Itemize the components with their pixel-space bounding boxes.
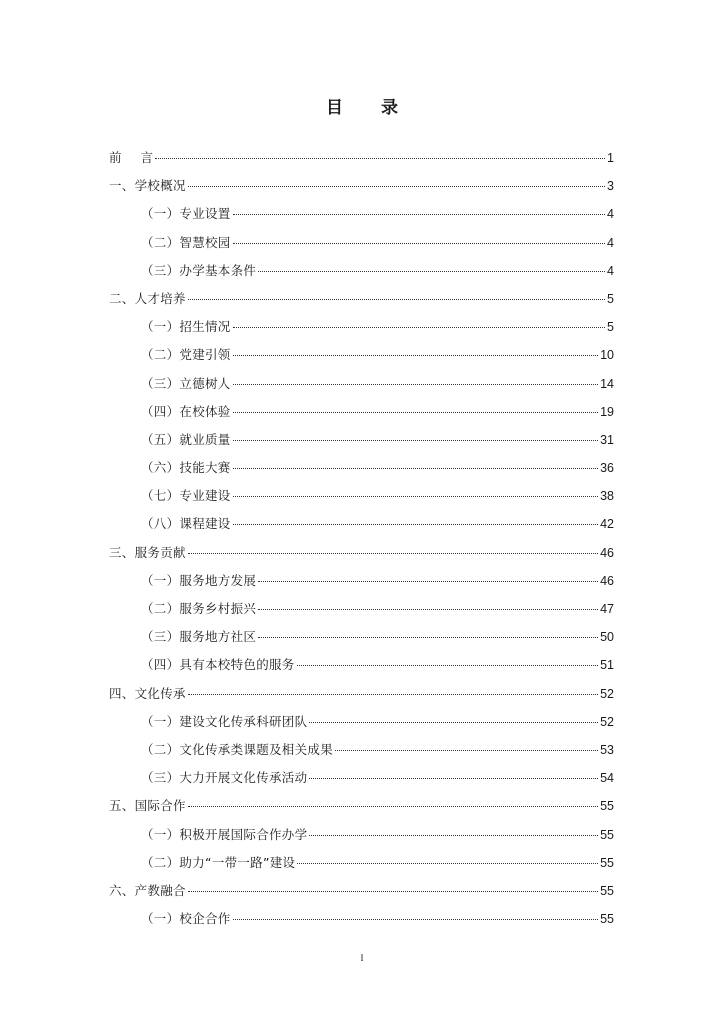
- toc-entry-section[interactable]: [109, 792, 614, 820]
- preface-char-1: 前: [109, 150, 122, 165]
- toc-entry-subsection[interactable]: [109, 849, 614, 877]
- toc-entry-page: 14: [600, 376, 614, 391]
- toc-entry-subsection[interactable]: [109, 426, 614, 454]
- toc-entry-page: 53: [600, 742, 614, 757]
- toc-entry-page: 3: [607, 179, 614, 194]
- toc-entry-label: （二）助力“一带一路”建设: [141, 854, 296, 870]
- toc-dot-leader: [335, 750, 598, 751]
- toc-dot-leader: [233, 524, 598, 525]
- toc-dot-leader: [233, 355, 598, 356]
- toc-dot-leader: [188, 553, 598, 554]
- toc-entry-page: 4: [607, 263, 614, 278]
- toc-list: [109, 144, 614, 933]
- toc-entry-subsection[interactable]: [109, 229, 614, 257]
- toc-entry-label: 四、文化传承: [109, 685, 186, 701]
- toc-entry-subsection[interactable]: [109, 567, 614, 595]
- toc-dot-leader: [155, 158, 605, 159]
- toc-entry-subsection[interactable]: [109, 454, 614, 482]
- toc-entry-section[interactable]: [109, 680, 614, 708]
- toc-entry-section[interactable]: [109, 285, 614, 313]
- toc-dot-leader: [309, 835, 598, 836]
- toc-entry-page: 4: [607, 235, 614, 250]
- toc-entry-page: 55: [600, 912, 614, 927]
- toc-entry-label: （一）招生情况: [141, 319, 231, 335]
- toc-entry-label: （一）建设文化传承科研团队: [141, 713, 308, 729]
- toc-dot-leader: [258, 271, 605, 272]
- toc-dot-leader: [233, 440, 598, 441]
- toc-dot-leader: [233, 468, 598, 469]
- toc-entry-subsection[interactable]: [109, 905, 614, 933]
- toc-entry-subsection[interactable]: [109, 736, 614, 764]
- toc-entry-subsection[interactable]: [109, 651, 614, 679]
- toc-entry-page: 42: [600, 517, 614, 532]
- toc-entry-page: 50: [600, 630, 614, 645]
- toc-entry-label: （三）大力开展文化传承活动: [141, 770, 308, 786]
- toc-entry-subsection[interactable]: [109, 708, 614, 736]
- toc-entry-label: （一）服务地方发展: [141, 572, 257, 588]
- toc-dot-leader: [309, 778, 598, 779]
- toc-entry-label: （一）积极开展国际合作办学: [141, 826, 308, 842]
- toc-entry-label: 三、服务贡献: [109, 544, 186, 560]
- toc-entry-page: 51: [600, 658, 614, 673]
- toc-entry-label: （一）校企合作: [141, 911, 231, 927]
- toc-entry-page: 55: [600, 883, 614, 898]
- toc-entry-page: 52: [600, 686, 614, 701]
- toc-entry-label: （三）服务地方社区: [141, 629, 257, 645]
- toc-entry-page: 52: [600, 714, 614, 729]
- toc-entry-section[interactable]: [109, 172, 614, 200]
- toc-entry-page: 19: [600, 404, 614, 419]
- toc-entry-page: 10: [600, 348, 614, 363]
- toc-entry-page: 5: [607, 320, 614, 335]
- toc-dot-leader: [233, 384, 598, 385]
- toc-entry-page: 46: [600, 573, 614, 588]
- toc-entry-subsection[interactable]: [109, 482, 614, 510]
- toc-entry-label: （八）课程建设: [141, 516, 231, 532]
- toc-dot-leader: [188, 694, 598, 695]
- toc-dot-leader: [258, 609, 598, 610]
- toc-entry-label: （二）服务乡村振兴: [141, 601, 257, 616]
- toc-entry-subsection[interactable]: [109, 341, 614, 369]
- toc-dot-leader: [258, 637, 598, 638]
- toc-dot-leader: [188, 806, 598, 807]
- toc-dot-leader: [233, 214, 605, 215]
- page-footer-number: I: [360, 953, 364, 963]
- toc-entry-label: （三）办学基本条件: [141, 262, 257, 278]
- toc-entry-label: 二、人才培养: [109, 290, 186, 306]
- toc-entry-subsection[interactable]: [109, 370, 614, 398]
- toc-entry-page: 55: [600, 827, 614, 842]
- toc-entry-page: 36: [600, 461, 614, 476]
- toc-entry-page: 55: [600, 855, 614, 870]
- toc-entry-label: （四）具有本校特色的服务: [141, 657, 295, 673]
- toc-entry-section[interactable]: [109, 539, 614, 567]
- toc-dot-leader: [233, 919, 598, 920]
- toc-entry-subsection[interactable]: [109, 623, 614, 651]
- toc-entry-subsection[interactable]: [109, 200, 614, 228]
- toc-entry-label: （二）党建引领: [141, 347, 231, 363]
- toc-entry-subsection[interactable]: [109, 398, 614, 426]
- toc-entry-label: （五）就业质量: [141, 431, 231, 447]
- toc-entry-preface[interactable]: [109, 144, 614, 172]
- toc-entry-label: 一、学校概况: [109, 178, 186, 194]
- toc-entry-label: （四）在校体验: [141, 403, 231, 419]
- toc-dot-leader: [297, 863, 598, 864]
- toc-entry-subsection[interactable]: [109, 595, 614, 623]
- toc-entry-label: （二）文化传承类课题及相关成果: [141, 741, 334, 757]
- toc-entry-label: （三）立德树人: [141, 375, 231, 391]
- toc-dot-leader: [188, 891, 598, 892]
- toc-entry-page: 47: [600, 602, 614, 616]
- toc-dot-leader: [297, 665, 598, 666]
- toc-dot-leader: [309, 722, 598, 723]
- toc-dot-leader: [233, 243, 605, 244]
- toc-dot-leader: [233, 496, 598, 497]
- toc-entry-page: 31: [600, 432, 614, 447]
- toc-entry-page: 5: [607, 291, 614, 306]
- toc-entry-page: 54: [600, 771, 614, 786]
- toc-dot-leader: [233, 327, 605, 328]
- toc-entry-label: [109, 144, 153, 172]
- toc-entry-label: （七）专业建设: [141, 488, 231, 504]
- toc-dot-leader: [233, 412, 598, 413]
- toc-entry-subsection[interactable]: [109, 764, 614, 792]
- toc-entry-section[interactable]: [109, 877, 614, 905]
- toc-title-char-2: 录: [381, 98, 398, 118]
- toc-entry-label: 五、国际合作: [109, 798, 186, 814]
- toc-entry-page: 38: [600, 489, 614, 504]
- toc-entry-label: （一）专业设置: [141, 206, 231, 222]
- toc-entry-label: （二）智慧校园: [141, 234, 231, 250]
- toc-entry-subsection[interactable]: [109, 821, 614, 849]
- toc-entry-label: 六、产教融合: [109, 882, 186, 898]
- toc-title-char-1: 目: [326, 98, 343, 118]
- toc-dot-leader: [188, 299, 605, 300]
- toc-entry-page: 46: [600, 545, 614, 560]
- toc-dot-leader: [258, 581, 598, 582]
- toc-entry-label: （六）技能大赛: [141, 460, 231, 476]
- toc-entry-page: 55: [600, 799, 614, 814]
- toc-entry-page: 1: [607, 151, 614, 165]
- toc-entry-page: 4: [607, 207, 614, 222]
- toc-title: [0, 93, 724, 118]
- toc-dot-leader: [188, 186, 605, 187]
- toc-entry-subsection[interactable]: [109, 313, 614, 341]
- toc-entry-subsection[interactable]: [109, 257, 614, 285]
- preface-char-2: 言: [140, 150, 154, 165]
- toc-entry-subsection[interactable]: [109, 510, 614, 538]
